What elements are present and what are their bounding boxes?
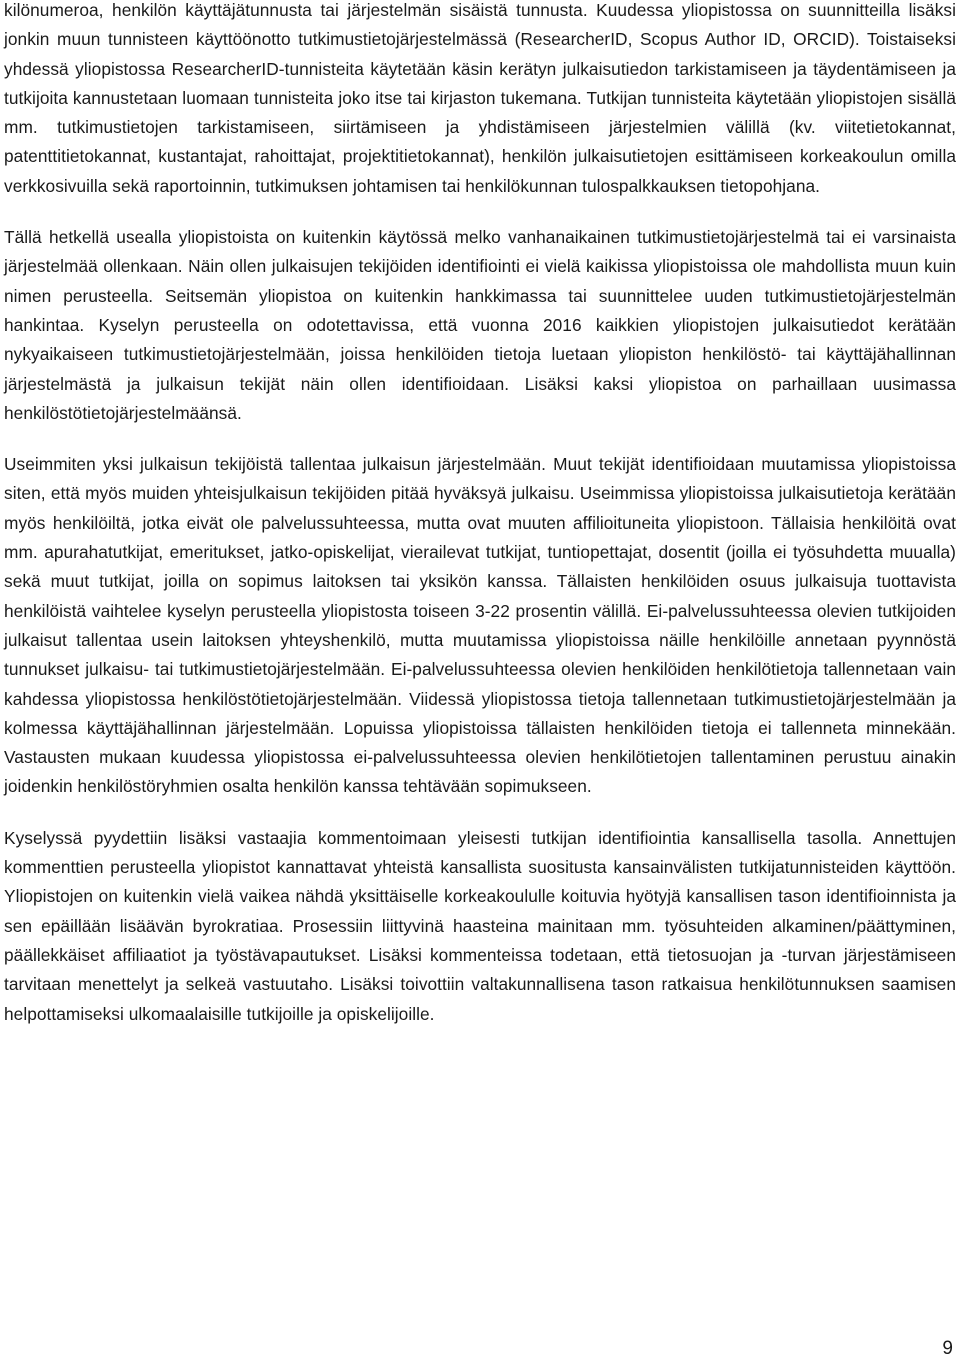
paragraph-research-information-systems: Tällä hetkellä usealla yliopistoista on kuitenkin käytössä melko vanhanaikainen tutkimustietojärjestelmä tai ei varsinaista järjestelmää ollenkaan. Näin ollen julkaisujen tekijöiden identifiointi ei vielä kaikissa yliopistoissa ole mahdollista muun kuin nimen perusteella. Seitsemän yliopistoa on kuitenkin hankkimassa tai suunnittelee uuden tutkimustietojärjestelmän hankintaa. Kyselyn perusteella on odotettavissa, että vuonna 2016 kaikkien yliopistojen julkaisutiedot kerätään nykyaikaiseen tutkimustietojärjestelmään, joissa henkilöiden tietoja luetaan yliopiston henkilöstö- tai käyttäjähallinnan järjestelmästä ja julkaisun tekijät näin ollen identifioidaan. Lisäksi kaksi yliopistoa on parhaillaan uusimassa henkilöstötietojärjestelmäänsä.	[4, 227, 956, 423]
document-page	[4, 0, 956, 1029]
paragraph-researcher-identifiers: kilönumeroa, henkilön käyttäjätunnusta tai järjestelmän sisäistä tunnusta. Kuudessa yliopistossa on suunnitteilla lisäksi jonkin muun tunnisteen käyttöönotto tutkimustietojärjestelmässä (ResearcherID, Scopus Author ID, ORCID). Toistaiseksi yhdessä yliopistossa ResearcherID-tunnisteita käytetään käsin kerätyn julkaisutiedon tarkistamiseen ja täydentämiseen ja tutkijoita kannustetaan luomaan tunnisteita joko itse tai kirjaston tukemana. Tutkijan tunnisteita käytetään yliopistojen sisällä mm. tutkimustietojen tarkistamiseen, siirtämiseen ja yhdistämiseen järjestelmien välillä (kv. viitetietokannat, patenttitietokannat, kustantajat, rahoittajat, projektitietokannat), henkilön julkaisutietojen esittämiseen korkeakoulun omilla verkkosivuilla sekä raportoinnin, tutkimuksen johtamisen tai henkilökunnan tulospalkkauksen tietopohjana.	[4, 0, 956, 196]
page-number: 9	[942, 1338, 953, 1359]
paragraph-survey-comments: Kyselyssä pyydettiin lisäksi vastaajia kommentoimaan yleisesti tutkijan identifiointia kansallisella tasolla. Annettujen kommenttien perusteella yliopistot kannattavat yhteistä kansallista suositusta kansainvälisten tutkijatunnisteiden käyttöön. Yliopistojen on kuitenkin vielä vaikea nähdä yksittäiselle korkeakoululle koituvia hyötyjä kansallisen tason identifioinnista ja sen epäillään lisäävän byrokratiaa. Prosessiin liittyvinä haasteina mainitaan mm. työsuhteiden alkaminen/päättyminen, päällekkäiset affiliaatiot ja työstävapautukset. Lisäksi kommenteissa todetaan, että tietosuojan ja -turvan järjestämiseen tarvitaan menettelyt ja selkeä vastuutaho. Lisäksi toivottiin valtakunnallisena tason ratkaisua henkilötunnuksen saamisen helpottamiseksi ulkomaalaisille tutkijoille ja opiskelijoille.	[4, 827, 956, 1024]
paragraph-author-recording: Useimmiten yksi julkaisun tekijöistä tallentaa julkaisun järjestelmään. Muut tekijät identifioidaan muutamissa yliopistoissa siten, että myös muiden yhteisjulkaisun tekijöiden pitää hyväksyä julkaisu. Useimmissa yliopistoissa julkaisutietoja kerätään myös henkilöiltä, jotka eivät ole palvelussuhteessa, mutta ovat muuten affilioituneita yliopistoon. Tällaisia henkilöitä ovat mm. apurahatutkijat, emeritukset, jatko-opiskelijat, vierailevat tutkijat, tuntiopettajat, dosentit (joilla ei työsuhdetta muualla) sekä muut tutkijat, joilla on sopimus laitoksen tai yksikön kanssa. Tällaisten henkilöiden osuus julkaisuja tuottavista henkilöistä vaihtelee kyselyn perusteella yliopistosta toiseen 3-22 prosentin välillä. Ei-palvelussuhteessa olevien tutkijoiden julkaisut tallentaa usein laitoksen yhteyshenkilö, mutta muutamissa yliopistoissa näille henkilöille annetaan pyynnöstä tunnukset julkaisu- tai tutkimustietojärjestelmään. Ei-palvelussuhteessa olevien henkilöiden henkilötietoja tallennetaan vain kahdessa yliopistossa henkilöstötietojärjestelmään. Viidessä yliopistossa tietoja tallennetaan tutkimustietojärjestelmään ja kolmessa käyttäjähallinnan järjestelmään. Lopuissa yliopistoissa tällaisten henkilöiden tietoja ei tallenneta minnekään. Vastausten mukaan kuudessa yliopistossa ei-palvelussuhteessa olevien henkilötietojen tallentaminen perustuu ainakin joidenkin henkilöstöryhmien osalta henkilön kanssa tehtävään sopimukseen.	[4, 454, 956, 797]
